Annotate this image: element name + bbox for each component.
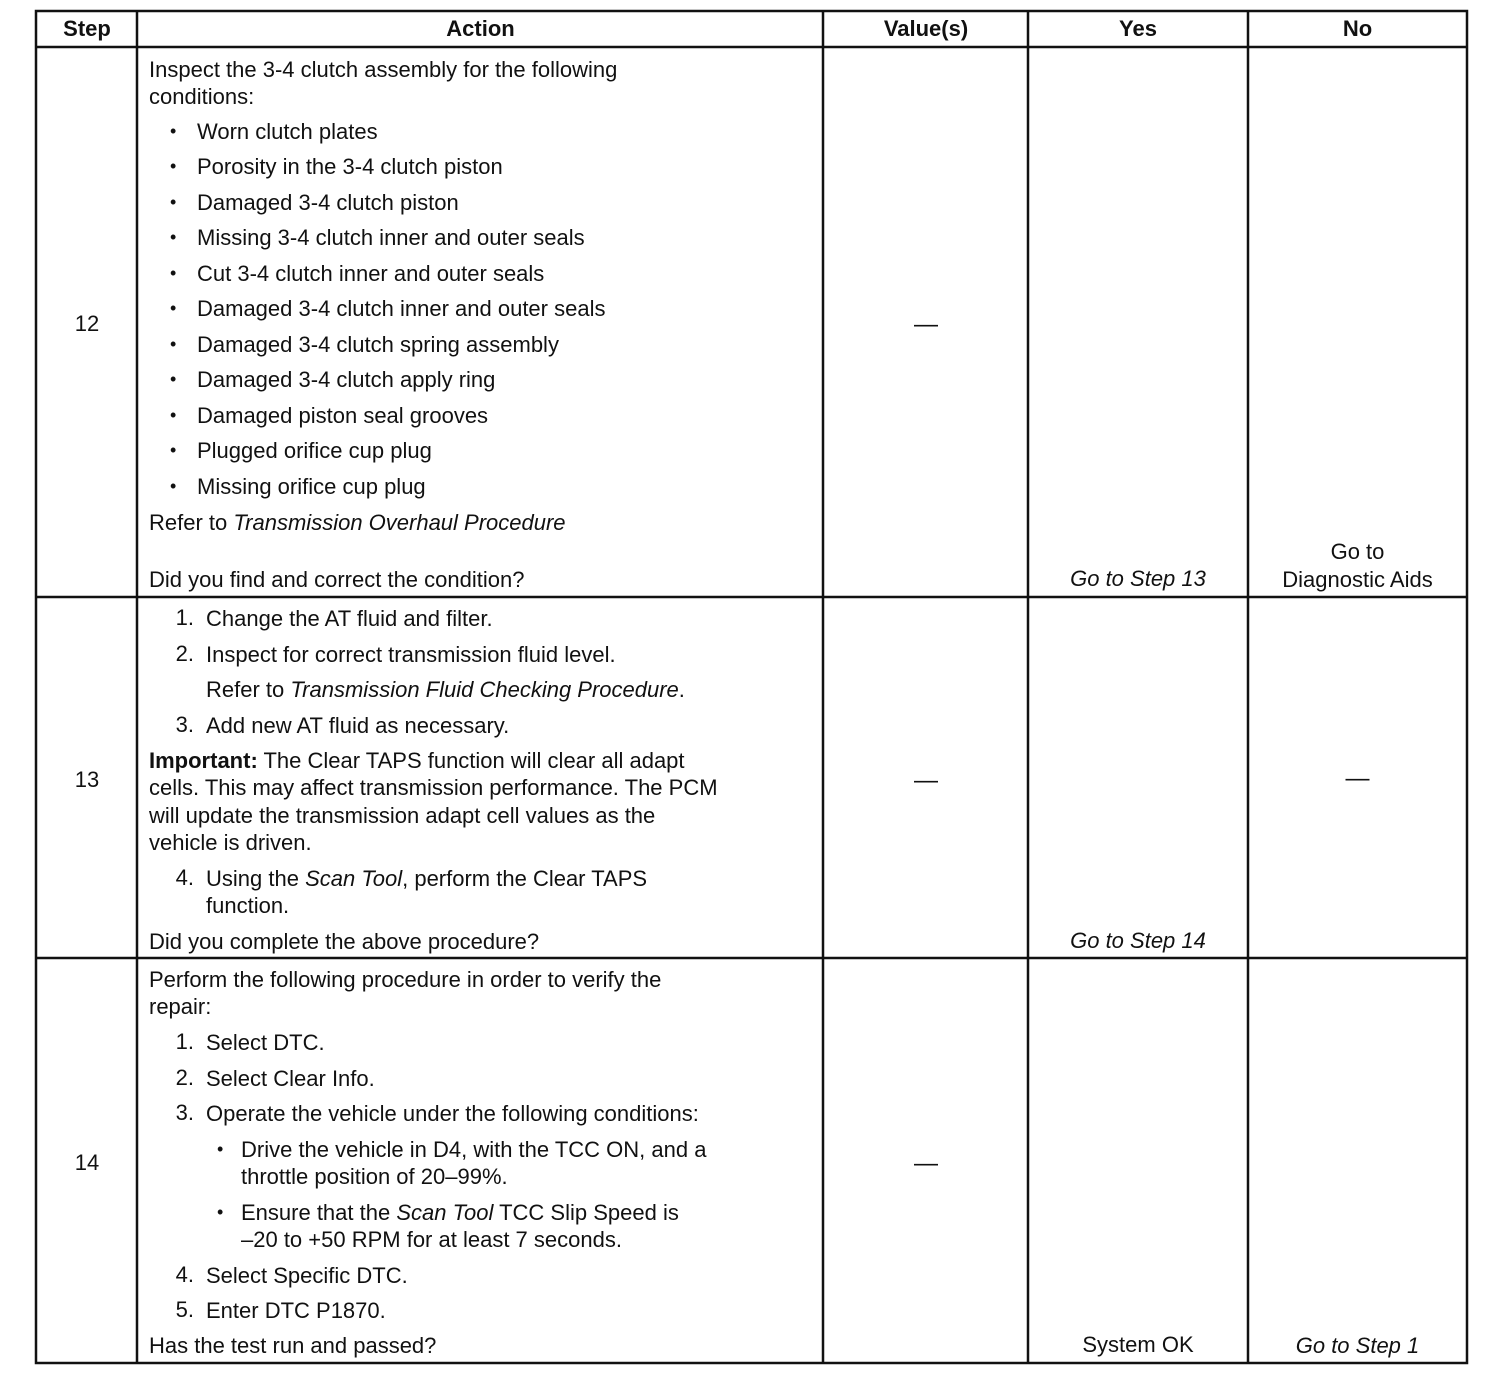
question: Did you complete the above procedure? [149,929,540,954]
refer-suffix: . [678,677,685,702]
yes-go-to-step-13[interactable]: Go to Step 13 [1070,566,1206,591]
bullet-marker: • [170,369,177,389]
action-intro: Inspect the 3-4 clutch assembly for the following [149,57,618,82]
refer-line [206,676,685,703]
scan-tool-ref: Scan Tool [305,866,403,891]
bullet-marker: • [170,440,177,460]
no-go-to-step-1[interactable]: Go to Step 1 [1295,1333,1420,1358]
list-item: Damaged 3-4 clutch inner and outer seals [197,296,606,321]
action-intro-cont: repair: [149,994,212,1019]
list-item: Select Clear Info. [206,1066,375,1091]
refer-line [149,509,566,536]
procedure-reference[interactable]: Transmission Fluid Checking Procedure [290,677,679,702]
question: Did you find and correct the condition? [149,567,525,592]
sub-list-item-cont: throttle position of 20–99%. [241,1164,508,1189]
question: Has the test run and passed? [149,1333,437,1358]
sub-list-item-cont: –20 to +50 RPM for at least 7 seconds. [241,1227,622,1252]
list-item: Select Specific DTC. [206,1263,408,1288]
list-number: 2. [175,641,194,666]
sub-list-item [241,1199,679,1226]
bullet-marker: • [170,298,177,318]
list-number: 2. [175,1065,194,1090]
list-item-cont: function. [206,893,290,918]
step-number: 14 [74,1150,100,1175]
list-number: 3. [175,712,194,737]
list-item [206,865,647,892]
yes-system-ok: System OK [1082,1332,1194,1357]
header-no: No [1342,16,1373,41]
list-item: Porosity in the 3-4 clutch piston [197,154,503,179]
list-item: Plugged orifice cup plug [197,438,432,463]
no-go-to[interactable]: Go to [1330,539,1385,564]
step-number: 13 [74,767,100,792]
value-dash: — [914,311,938,338]
list-item: Select DTC. [206,1030,325,1055]
list-number: 4. [175,865,194,890]
bullet-marker: • [170,405,177,425]
list-item: Worn clutch plates [197,119,378,144]
bullet-marker: • [170,121,177,141]
list-number: 4. [175,1262,194,1287]
step-text: TCC Slip Speed is [493,1200,679,1225]
action-intro-cont: conditions: [149,84,255,109]
list-item: Enter DTC P1870. [206,1298,386,1323]
header-yes: Yes [1119,16,1157,41]
list-number: 5. [175,1297,194,1322]
important-label: Important: [149,748,258,773]
list-item: Damaged piston seal grooves [197,403,489,428]
list-item: Cut 3-4 clutch inner and outer seals [197,261,545,286]
important-text: The Clear TAPS function will clear all adapt [257,748,685,773]
list-item: Damaged 3-4 clutch spring assembly [197,332,559,357]
action-intro: Perform the following procedure in order to verify the [149,967,662,992]
no-dash: — [1345,765,1370,792]
list-item: Missing 3-4 clutch inner and outer seals [197,225,585,250]
value-dash: — [914,1150,938,1177]
step-number: 12 [74,311,100,336]
scan-tool-ref: Scan Tool [396,1200,494,1225]
header-action: Action [446,16,515,41]
step-text: , perform the Clear TAPS [402,866,648,891]
list-item: Operate the vehicle under the following conditions: [206,1101,699,1126]
bullet-marker: • [170,192,177,212]
list-item: Add new AT fluid as necessary. [206,713,510,738]
bullet-marker: • [170,156,177,176]
important-text-cont: cells. This may affect transmission performance. The PCM [149,775,718,800]
yes-go-to-step-14[interactable]: Go to Step 14 [1070,928,1206,953]
step-text: Using the [206,866,306,891]
refer-prefix: Refer to [206,677,291,702]
bullet-marker: • [170,263,177,283]
bullet-marker: • [170,476,177,496]
list-number: 3. [175,1100,194,1125]
list-number: 1. [175,1029,194,1054]
important-text-cont: will update the transmission adapt cell values as the [149,803,656,828]
header-values: Value(s) [883,16,969,41]
list-number: 1. [175,605,194,630]
no-diagnostic-aids[interactable]: Diagnostic Aids [1282,567,1433,592]
bullet-marker: • [217,1202,224,1222]
value-dash: — [914,767,938,794]
bullet-marker: • [217,1139,224,1159]
refer-prefix: Refer to [149,510,234,535]
step-text: Ensure that the [241,1200,397,1225]
list-item: Damaged 3-4 clutch apply ring [197,367,496,392]
sub-list-item: Drive the vehicle in D4, with the TCC ON, and a [241,1137,707,1162]
bullet-marker: • [170,334,177,354]
list-item: Damaged 3-4 clutch piston [197,190,459,215]
header-step: Step [63,16,111,41]
bullet-marker: • [170,227,177,247]
list-item: Change the AT fluid and filter. [206,606,493,631]
important-text-cont: vehicle is driven. [149,830,312,855]
important-note [149,747,685,774]
list-item: Missing orifice cup plug [197,474,426,499]
procedure-reference[interactable]: Transmission Overhaul Procedure [233,510,566,535]
list-item: Inspect for correct transmission fluid level. [206,642,616,667]
